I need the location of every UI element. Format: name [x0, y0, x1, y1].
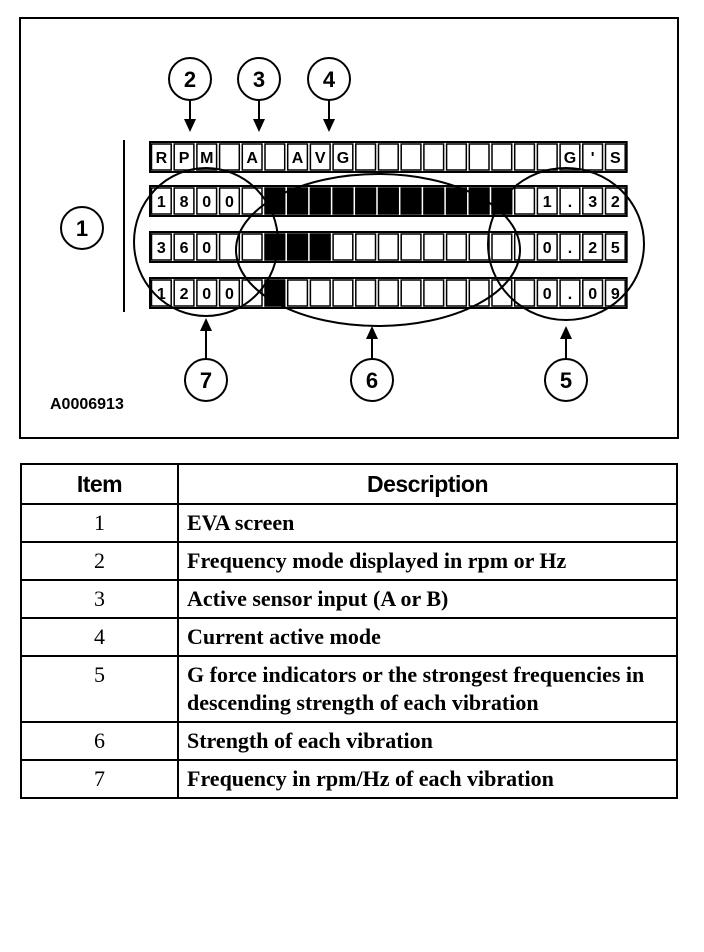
display-character: .	[567, 240, 573, 257]
display-character: 6	[179, 240, 189, 257]
display-character: 2	[610, 194, 620, 211]
strength-empty-segment	[333, 280, 353, 306]
table-row	[21, 760, 677, 798]
callout-5	[545, 326, 587, 401]
header-cell	[220, 144, 240, 170]
display-character: A	[291, 150, 304, 167]
display-character: 0	[202, 194, 212, 211]
description-header: Description	[178, 464, 677, 504]
display-character: 5	[610, 240, 620, 257]
item-description: EVA screen	[178, 504, 677, 542]
strength-empty-segment	[401, 280, 421, 306]
strength-empty-segment	[356, 280, 376, 306]
display-character: 2	[588, 240, 598, 257]
callout-6	[351, 326, 393, 401]
display-character: .	[567, 194, 573, 211]
strength-empty-segment	[310, 280, 330, 306]
item-header: Item	[21, 464, 178, 504]
svg-text:7: 7	[199, 368, 213, 393]
display-character: 0	[202, 240, 212, 257]
header-cell	[469, 144, 489, 170]
display-character: G	[336, 150, 350, 167]
display-character: 9	[610, 286, 620, 303]
header-cell	[492, 144, 512, 170]
item-number: 5	[21, 656, 178, 722]
strength-bar-segment	[447, 188, 467, 214]
header-cell	[356, 144, 376, 170]
strength-empty-segment	[447, 280, 467, 306]
item-description: Strength of each vibration	[178, 722, 677, 760]
table-row	[21, 618, 677, 656]
description-table	[20, 463, 678, 799]
header-cell	[401, 144, 421, 170]
display-character: 0	[542, 240, 552, 257]
item-description: Frequency in rpm/Hz of each vibration	[178, 760, 677, 798]
strength-bar-segment	[265, 234, 285, 260]
strength-bar-segment	[288, 234, 308, 260]
item-description: Current active mode	[178, 618, 677, 656]
strength-empty-segment	[288, 280, 308, 306]
display-character: .	[567, 286, 573, 303]
display-character: V	[314, 150, 326, 167]
display-character: 0	[202, 286, 212, 303]
strength-empty-segment	[379, 234, 399, 260]
display-character: 3	[588, 194, 598, 211]
strength-empty-segment	[379, 280, 399, 306]
strength-empty-segment	[424, 234, 444, 260]
strength-bar-segment	[310, 188, 330, 214]
callout-2	[169, 58, 211, 132]
display-character: 2	[179, 286, 189, 303]
display-character: 0	[588, 286, 598, 303]
display-character: R	[155, 150, 168, 167]
header-cell	[265, 144, 285, 170]
strength-empty-segment	[515, 188, 535, 214]
svg-text:6: 6	[365, 368, 379, 393]
table-row	[21, 580, 677, 618]
strength-bar-segment	[310, 234, 330, 260]
svg-text:4: 4	[322, 67, 336, 92]
item-description: G force indicators or the strongest frequencies in descending strength of each vibration	[178, 656, 677, 722]
header-cell	[424, 144, 444, 170]
header-cell	[537, 144, 557, 170]
item-number: 2	[21, 542, 178, 580]
item-number: 6	[21, 722, 178, 760]
strength-empty-segment	[515, 280, 535, 306]
strength-empty-segment	[401, 234, 421, 260]
display-character: 1	[156, 194, 166, 211]
strength-empty-segment	[447, 234, 467, 260]
display-character: 3	[156, 240, 166, 257]
display-character: G	[563, 150, 577, 167]
strength-bar-segment	[424, 188, 444, 214]
strength-bar-segment	[333, 188, 353, 214]
table-row	[21, 656, 677, 722]
table-row	[21, 504, 677, 542]
display-character: '	[590, 150, 595, 167]
callout-4	[308, 58, 350, 132]
strength-bar-segment	[356, 188, 376, 214]
table-row	[21, 722, 677, 760]
strength-bar-segment	[401, 188, 421, 214]
svg-text:5: 5	[559, 368, 573, 393]
strength-bar-segment	[288, 188, 308, 214]
callout-3	[238, 58, 280, 132]
item-description: Active sensor input (A or B)	[178, 580, 677, 618]
callout-7	[185, 318, 227, 401]
table-header-row	[21, 464, 677, 504]
table-row	[21, 542, 677, 580]
strength-bar-segment	[379, 188, 399, 214]
header-cell	[447, 144, 467, 170]
strength-empty-segment	[469, 280, 489, 306]
display-character: 8	[179, 194, 189, 211]
item-number: 4	[21, 618, 178, 656]
callout-1	[61, 207, 103, 249]
display-character: 1	[156, 286, 166, 303]
display-character: 0	[542, 286, 552, 303]
svg-text:3: 3	[252, 67, 266, 92]
display-character: S	[610, 150, 621, 167]
display-character: 0	[224, 286, 234, 303]
item-number: 7	[21, 760, 178, 798]
display-character: 1	[542, 194, 552, 211]
display-character: 0	[224, 194, 234, 211]
strength-empty-segment	[469, 234, 489, 260]
strength-empty-segment	[424, 280, 444, 306]
item-description: Frequency mode displayed in rpm or Hz	[178, 542, 677, 580]
figure-id: A0006913	[50, 396, 124, 413]
item-number: 1	[21, 504, 178, 542]
strength-empty-segment	[356, 234, 376, 260]
svg-text:1: 1	[75, 216, 89, 241]
item-number: 3	[21, 580, 178, 618]
display-rows	[150, 142, 627, 308]
strength-empty-segment	[492, 234, 512, 260]
strength-empty-segment	[333, 234, 353, 260]
svg-text:2: 2	[183, 67, 197, 92]
header-cell	[379, 144, 399, 170]
display-character: A	[246, 150, 258, 167]
header-cell	[515, 144, 535, 170]
display-character: P	[178, 150, 190, 167]
spacer-cell	[242, 234, 262, 260]
eva-screen-diagram	[0, 0, 704, 445]
display-character: M	[200, 150, 214, 167]
